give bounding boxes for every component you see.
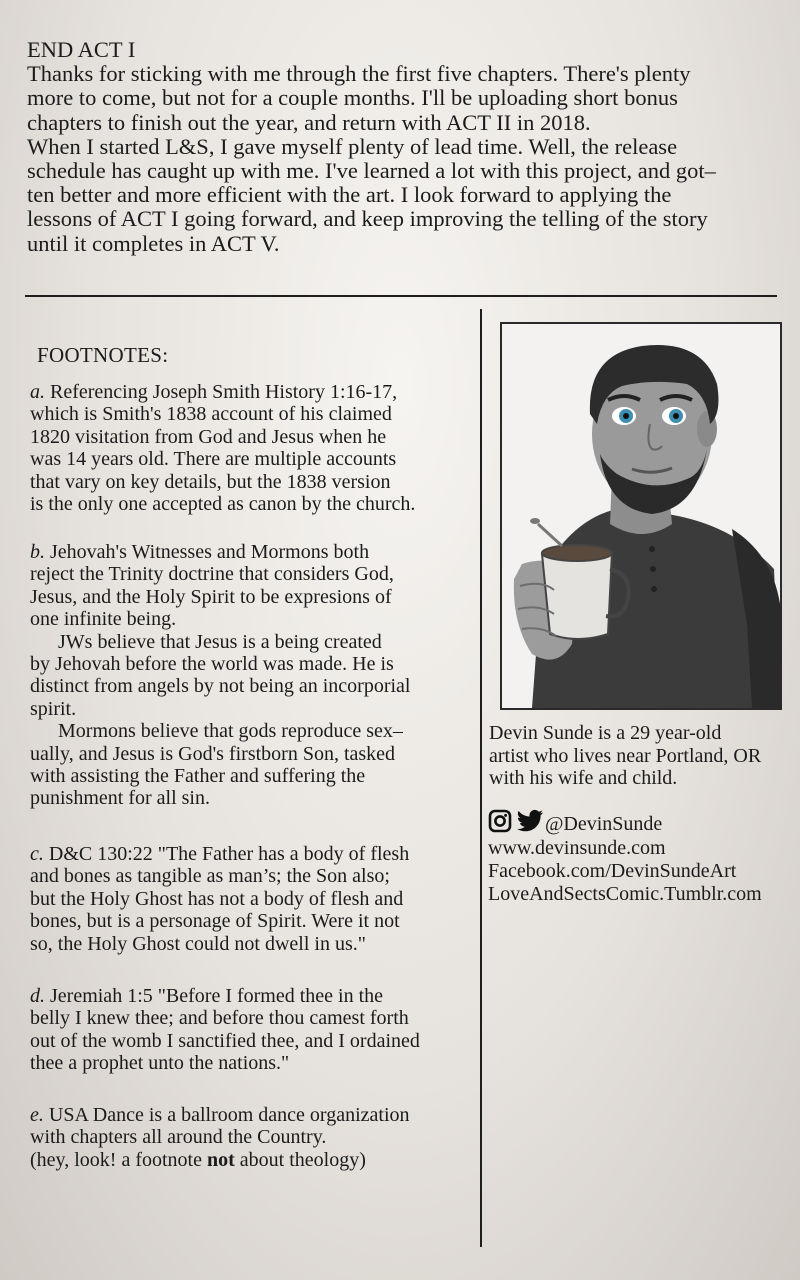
intro-line: lessons of ACT I going forward, and keep improving the telling of the story bbox=[27, 206, 708, 232]
footnote-text: reject the Trinity doctrine that considers God, bbox=[30, 563, 394, 586]
tumblr-link[interactable]: LoveAndSectsComic.Tumblr.com bbox=[488, 882, 762, 905]
footnote-text: was 14 years old. There are multiple accounts bbox=[30, 448, 397, 471]
footnote-text: one infinite being. bbox=[30, 608, 177, 631]
footnote-text: and bones as tangible as man’s; the Son also; bbox=[30, 865, 390, 888]
instagram-icon[interactable] bbox=[488, 809, 512, 839]
footnote-letter: a. bbox=[30, 381, 45, 403]
footnote-text: bones, but is a personage of Spirit. Were it not bbox=[30, 910, 400, 933]
bio-line: with his wife and child. bbox=[489, 767, 678, 789]
aside-text: (hey, look! a footnote bbox=[30, 1148, 207, 1171]
horizontal-divider bbox=[25, 295, 777, 297]
footnote-text: distinct from angels by not being an incorporial bbox=[30, 675, 411, 698]
bio-line: Devin Sunde is a 29 year-old bbox=[489, 722, 722, 744]
footnote-text: so, the Holy Ghost could not dwell in us." bbox=[30, 932, 366, 955]
vertical-divider bbox=[480, 309, 482, 1247]
end-act-notes bbox=[27, 38, 777, 256]
intro-line: ten better and more efficient with the art. I look forward to applying the bbox=[27, 182, 672, 208]
footnote-b bbox=[30, 541, 470, 810]
aside-bold-text: not bbox=[206, 1148, 235, 1171]
footnote-text: Jehovah's Witnesses and Mormons both bbox=[45, 541, 370, 563]
intro-line: When I started L&S, I gave myself plenty of lead time. Well, the release bbox=[27, 133, 678, 159]
footnote-letter: d. bbox=[30, 985, 45, 1007]
author-illustration bbox=[502, 324, 780, 708]
intro-line: until it completes in ACT V. bbox=[27, 230, 280, 256]
intro-line: more to come, but not for a couple months. I'll be uploading short bonus bbox=[27, 85, 678, 111]
footnote-letter: c. bbox=[30, 843, 44, 865]
intro-line: schedule has caught up with me. I've learned a lot with this project, and got– bbox=[27, 158, 716, 184]
facebook-link[interactable]: Facebook.com/DevinSundeArt bbox=[488, 859, 737, 882]
footnote-text: by Jehovah before the world was made. He is bbox=[30, 653, 394, 676]
bio-line: artist who lives near Portland, OR bbox=[489, 744, 762, 767]
footnotes-heading: FOOTNOTES: bbox=[37, 343, 169, 367]
footnote-c bbox=[30, 843, 470, 955]
footnote-text: 1820 visitation from God and Jesus when he bbox=[30, 425, 387, 448]
footnote-text: thee a prophet unto the nations." bbox=[30, 1052, 290, 1075]
author-bio bbox=[489, 722, 761, 790]
footnote-text: belly I knew thee; and before thou camest forth bbox=[30, 1007, 409, 1030]
footnote-text: Mormons believe that gods reproduce sex– bbox=[58, 720, 403, 743]
social-links bbox=[488, 811, 762, 905]
footnote-text: Referencing Joseph Smith History 1:16-17, bbox=[45, 381, 398, 403]
footnote-text: Jeremiah 1:5 "Before I formed thee in the bbox=[45, 985, 384, 1007]
website-link[interactable]: www.devinsunde.com bbox=[488, 837, 666, 859]
footnote-text: JWs believe that Jesus is a being created bbox=[58, 630, 382, 653]
footnote-text: that vary on key details, but the 1838 version bbox=[30, 470, 391, 493]
footnote-text: with chapters all around the Country. bbox=[30, 1126, 327, 1149]
footnote-letter: b. bbox=[30, 541, 45, 563]
footnote-text: but the Holy Ghost has not a body of flesh and bbox=[30, 887, 404, 910]
act-heading: END ACT I bbox=[27, 37, 136, 62]
social-handle[interactable]: @DevinSunde bbox=[545, 812, 663, 835]
footnote-text: Jesus, and the Holy Spirit to be expresions of bbox=[30, 585, 392, 608]
intro-line: chapters to finish out the year, and return with ACT II in 2018. bbox=[27, 109, 591, 135]
footnote-text: punishment for all sin. bbox=[30, 787, 210, 810]
intro-line: Thanks for sticking with me through the first five chapters. There's plenty bbox=[27, 61, 691, 87]
aside-text: about theology) bbox=[234, 1148, 366, 1171]
footnote-text: ually, and Jesus is God's firstborn Son, tasked bbox=[30, 742, 396, 765]
footnote-text: USA Dance is a ballroom dance organization bbox=[43, 1104, 410, 1126]
footnote-text: with assisting the Father and suffering the bbox=[30, 765, 366, 788]
author-portrait bbox=[500, 322, 782, 710]
footnote-a bbox=[30, 381, 470, 515]
footnote-text: which is Smith's 1838 account of his claimed bbox=[30, 403, 392, 426]
footnote-text: out of the womb I sanctified thee, and I ordained bbox=[30, 1029, 420, 1052]
footnote-text: is the only one accepted as canon by the church. bbox=[30, 493, 416, 516]
footnote-d bbox=[30, 985, 470, 1075]
twitter-icon[interactable] bbox=[516, 809, 544, 839]
footnote-text: spirit. bbox=[30, 697, 77, 720]
footnote-letter: e. bbox=[30, 1104, 44, 1126]
footnote-e bbox=[30, 1104, 470, 1171]
footnote-text: D&C 130:22 "The Father has a body of flesh bbox=[43, 843, 410, 865]
footnote-aside bbox=[30, 1149, 470, 1171]
